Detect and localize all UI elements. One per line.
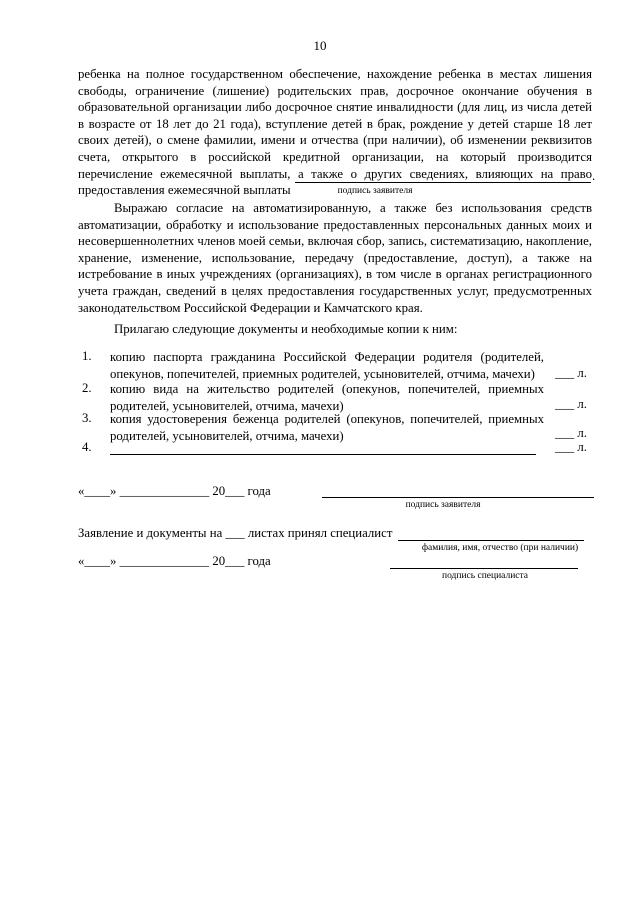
text-line: родителей, усыновителей, отчима, мачехи): [110, 428, 344, 443]
text-line: родителей, усыновителей, отчима, мачехи): [110, 398, 344, 413]
attachment-blank-line[interactable]: [110, 442, 536, 455]
attachment-number: 2.: [82, 381, 92, 395]
specialist-name-line[interactable]: [398, 528, 584, 541]
attachment-text: [110, 411, 544, 444]
text-line: копию вида на жительство родителей (опекунов, попечителей, приемных: [110, 382, 544, 396]
applicant-signature-line-1[interactable]: [295, 170, 591, 183]
text-line: образовательной организации либо досрочное снятие инвалидности (для лиц, из числа детей: [78, 100, 592, 115]
attachment-number: 3.: [82, 411, 92, 425]
text-line: копию паспорта гражданина Российской Федерации родителя (родителей,: [110, 350, 544, 364]
date-line-applicant[interactable]: «____» ______________ 20___ года: [78, 484, 271, 498]
text-line: Выражаю согласие на автоматизированную, а также без использования средств: [114, 201, 592, 215]
text-line: в возрасте от 18 лет до 21 года), вступление детей в брак, рождение у детей старше 18 лет: [78, 116, 592, 131]
text-line: истребование в иных учреждениях (организациях), в том числе в органах регистрационного: [78, 267, 592, 282]
attachment-pages[interactable]: ___ л.: [555, 366, 587, 380]
specialist-signature-line[interactable]: [390, 556, 578, 569]
paragraph-end-period: .: [592, 169, 596, 183]
attachment-text: [110, 349, 544, 382]
text-line: копия удостоверения беженца родителей (опекунов, попечителей, приемных: [110, 412, 544, 426]
text-line: ребенка на полное государственном обеспечение, нахождение ребенка в местах лишения: [78, 67, 592, 81]
text-line: предоставления ежемесячной выплаты: [78, 183, 291, 198]
applicant-signature-line-2[interactable]: [322, 485, 594, 498]
attachment-text: [110, 381, 544, 414]
attachment-pages[interactable]: ___ л.: [555, 397, 587, 411]
text-line: свободы, ограничение (лишение) родительских прав, досрочное окончание обучения в: [78, 83, 592, 98]
text-line: счета, открытого в российской кредитной организации, на который производится: [78, 149, 592, 164]
attachments-intro: Прилагаю следующие документы и необходимые копии к ним:: [114, 322, 458, 336]
specialist-name-caption: фамилия, имя, отчество (при наличии): [421, 543, 579, 553]
attachment-number: 1.: [82, 349, 92, 363]
signature-applicant-caption-2: подпись заявителя: [405, 500, 481, 510]
attachment-pages[interactable]: ___ л.: [555, 440, 587, 454]
text-line: хранение, изменение, использование, передачу (предоставление, доступ), а также на: [78, 250, 592, 265]
text-line: перечисление ежемесячной выплаты, а также о других сведениях, влияющих на право: [78, 166, 592, 181]
attachment-number: 4.: [82, 440, 92, 454]
signature-specialist-caption: подпись специалиста: [442, 571, 528, 581]
text-line: опекунов, попечителей, приемных родителей, усыновителей, отчима, мачехи): [110, 366, 535, 381]
accepted-by-specialist-text: Заявление и документы на ___ листах принял специалист: [78, 526, 393, 540]
page-number: 10: [313, 38, 327, 53]
date-line-specialist[interactable]: «____» ______________ 20___ года: [78, 554, 271, 568]
text-line: учета граждан, сведений в целях предоставления государственных услуг, предусмотренных: [78, 283, 592, 298]
signature-applicant-caption: подпись заявителя: [337, 186, 413, 196]
text-line: своих детей), о смене фамилии, имени и отчества (при наличии), об изменении реквизитов: [78, 133, 592, 148]
text-line: автоматизации, обработку и использование предоставленных персональных данных моих и: [78, 217, 592, 232]
text-line: несовершеннолетних членов моей семьи, включая сбор, запись, систематизацию, накопление,: [78, 234, 592, 249]
text-line: законодательством Российской Федерации и Камчатского края.: [78, 300, 423, 315]
paragraph-consent: [78, 200, 592, 316]
attachment-pages[interactable]: ___ л.: [555, 426, 587, 440]
